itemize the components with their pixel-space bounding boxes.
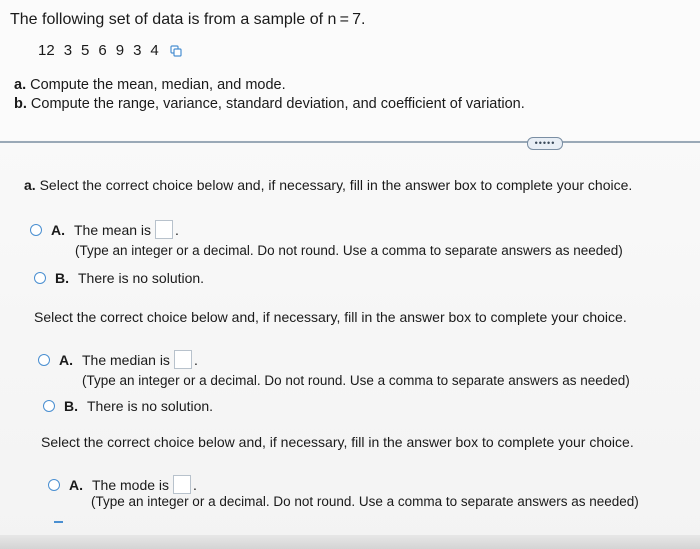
part-b-label: b. (14, 96, 27, 112)
period: . (193, 476, 197, 493)
median-choice-b-text: There is no solution. (87, 398, 214, 414)
problem-intro: The following set of data is from a sample of n = 7. (10, 11, 366, 28)
mean-choice-a-radio[interactable] (30, 224, 42, 236)
data-value: 12 (38, 42, 55, 59)
data-value: 3 (133, 42, 142, 59)
mean-instruction-text: Select the correct choice below and, if necessary, fill in the answer box to complete your choice. (39, 177, 633, 193)
median-choice-a[interactable] (38, 350, 198, 369)
mode-choice-a-radio[interactable] (48, 479, 60, 491)
mode-instruction: Select the correct choice below and, if necessary, fill in the answer box to complete your choice. (41, 434, 634, 450)
median-choice-b-radio[interactable] (43, 400, 55, 412)
mean-hint: (Type an integer or a decimal. Do not round. Use a comma to separate answers as needed) (75, 243, 623, 258)
data-value: 4 (150, 42, 159, 59)
data-value: 5 (81, 42, 90, 59)
part-a-label: a. (14, 77, 27, 93)
data-value: 6 (98, 42, 107, 59)
mean-choice-b-radio[interactable] (34, 272, 46, 284)
mean-choice-b-text: There is no solution. (78, 270, 205, 286)
mean-instruction (24, 177, 632, 193)
choice-letter: B. (55, 270, 69, 286)
problem-header (0, 0, 700, 140)
part-a-prompt (14, 77, 286, 93)
choice-letter: A. (59, 351, 73, 368)
part-b-text: Compute the range, variance, standard deviation, and coefficient of variation. (30, 96, 525, 112)
mean-answer-input[interactable] (155, 220, 173, 239)
expand-more-button[interactable]: ••••• (527, 137, 563, 150)
choice-letter: B. (64, 398, 78, 414)
choice-letter: A. (51, 221, 65, 238)
median-hint: (Type an integer or a decimal. Do not round. Use a comma to separate answers as needed) (82, 373, 630, 388)
part-a-text: Compute the mean, median, and mode. (30, 77, 286, 93)
data-value: 9 (115, 42, 125, 59)
copy-data-icon[interactable] (170, 45, 182, 57)
mode-choice-b-radio-partial[interactable] (54, 521, 63, 523)
mode-choice-a[interactable] (48, 475, 197, 494)
median-choice-b[interactable] (43, 398, 213, 414)
bottom-edge (0, 535, 700, 549)
median-instruction: Select the correct choice below and, if necessary, fill in the answer box to complete your choice. (34, 309, 627, 325)
mode-hint: (Type an integer or a decimal. Do not round. Use a comma to separate answers as needed) (91, 494, 639, 509)
period: . (175, 221, 179, 238)
data-values (38, 42, 182, 59)
median-choice-a-radio[interactable] (38, 354, 50, 366)
mean-choice-a-text: The mean is (74, 221, 152, 238)
mode-answer-input[interactable] (173, 475, 191, 494)
section-a-label: a. (24, 177, 36, 193)
part-b-prompt (14, 96, 525, 112)
data-value: 3 (63, 42, 73, 59)
mean-choice-a[interactable] (30, 220, 179, 239)
period: . (193, 351, 198, 368)
median-choice-a-text: The median is (82, 351, 170, 368)
choice-letter: A. (69, 476, 83, 493)
mean-choice-b[interactable] (34, 270, 204, 286)
median-answer-input[interactable] (174, 350, 192, 369)
mode-choice-a-text: The mode is (92, 476, 170, 493)
section-divider (0, 141, 700, 143)
